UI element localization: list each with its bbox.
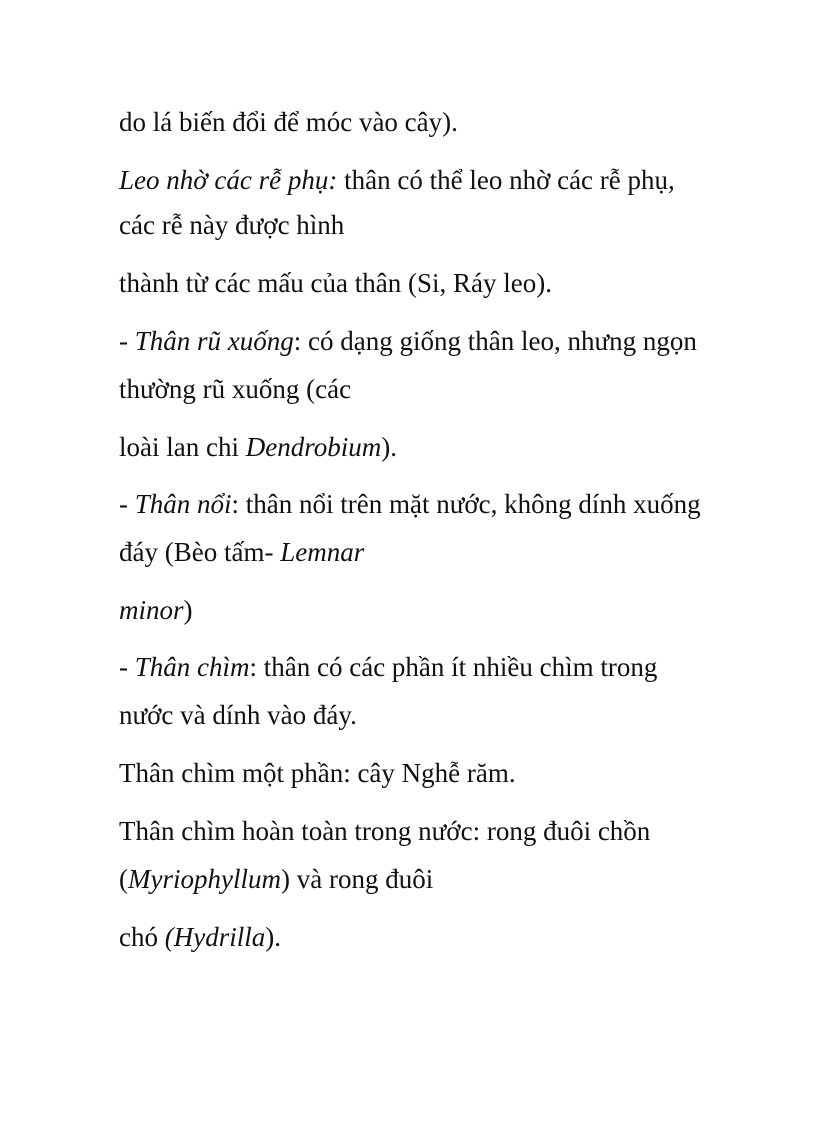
- text-run: do lá biến đổi để móc vào cây).: [119, 107, 458, 137]
- text-line: [119, 373, 351, 405]
- text-run: loài lan chi: [119, 432, 246, 462]
- italic-term: Thân chìm: [134, 652, 250, 682]
- text-run: thân có thể leo nhờ các rễ phụ,: [337, 165, 675, 195]
- text-run: thường rũ xuống (các: [119, 374, 352, 404]
- text-line: [119, 267, 552, 299]
- text-run: : thân có các phần ít nhiều chìm trong: [249, 652, 658, 682]
- text-run: nước và dính vào đáy.: [119, 700, 357, 730]
- text-run: đáy (Bèo tấm-: [119, 537, 281, 567]
- text-run: -: [119, 489, 135, 519]
- text-line: [119, 651, 657, 683]
- text-line: [119, 815, 650, 847]
- text-run: : thân nổi trên mặt nước, không dính xuống: [231, 489, 701, 519]
- text-line: [119, 757, 516, 789]
- text-line: [119, 325, 697, 357]
- italic-term: Thân rũ xuống: [134, 326, 294, 356]
- text-line: [119, 863, 433, 895]
- text-run: (: [119, 864, 128, 894]
- italic-term: (Hydrilla: [164, 922, 266, 952]
- text-run: -: [119, 326, 135, 356]
- text-line: [119, 488, 701, 520]
- text-run: ) và rong đuôi: [280, 864, 434, 894]
- text-run: ).: [265, 922, 281, 952]
- text-run: Thân chìm hoàn toàn trong nước: rong đuôi chồn: [119, 816, 651, 846]
- italic-term: Lemnar: [280, 537, 365, 567]
- text-run: ).: [381, 432, 397, 462]
- text-run: -: [119, 652, 135, 682]
- italic-term: Thân nổi: [134, 489, 232, 519]
- text-line: [119, 699, 357, 731]
- italic-term: Myriophyllum: [128, 864, 281, 894]
- text-line: [119, 164, 675, 196]
- italic-term: Leo nhờ các rễ phụ:: [119, 165, 338, 195]
- italic-term: minor: [119, 595, 184, 625]
- text-line: [119, 431, 397, 463]
- italic-term: Dendrobium: [245, 432, 382, 462]
- text-line: [119, 594, 193, 626]
- text-line: [119, 106, 458, 138]
- text-line: [119, 921, 281, 953]
- text-run: các rễ này được hình: [119, 210, 345, 240]
- text-run: ): [183, 595, 193, 625]
- text-line: [119, 536, 364, 568]
- text-run: Thân chìm một phần: cây Nghễ răm.: [119, 758, 516, 788]
- text-run: chó: [119, 922, 165, 952]
- text-run: : có dạng giống thân leo, nhưng ngọn: [293, 326, 697, 356]
- text-line: [119, 209, 344, 241]
- text-run: thành từ các mấu của thân (Si, Ráy leo).: [119, 268, 552, 298]
